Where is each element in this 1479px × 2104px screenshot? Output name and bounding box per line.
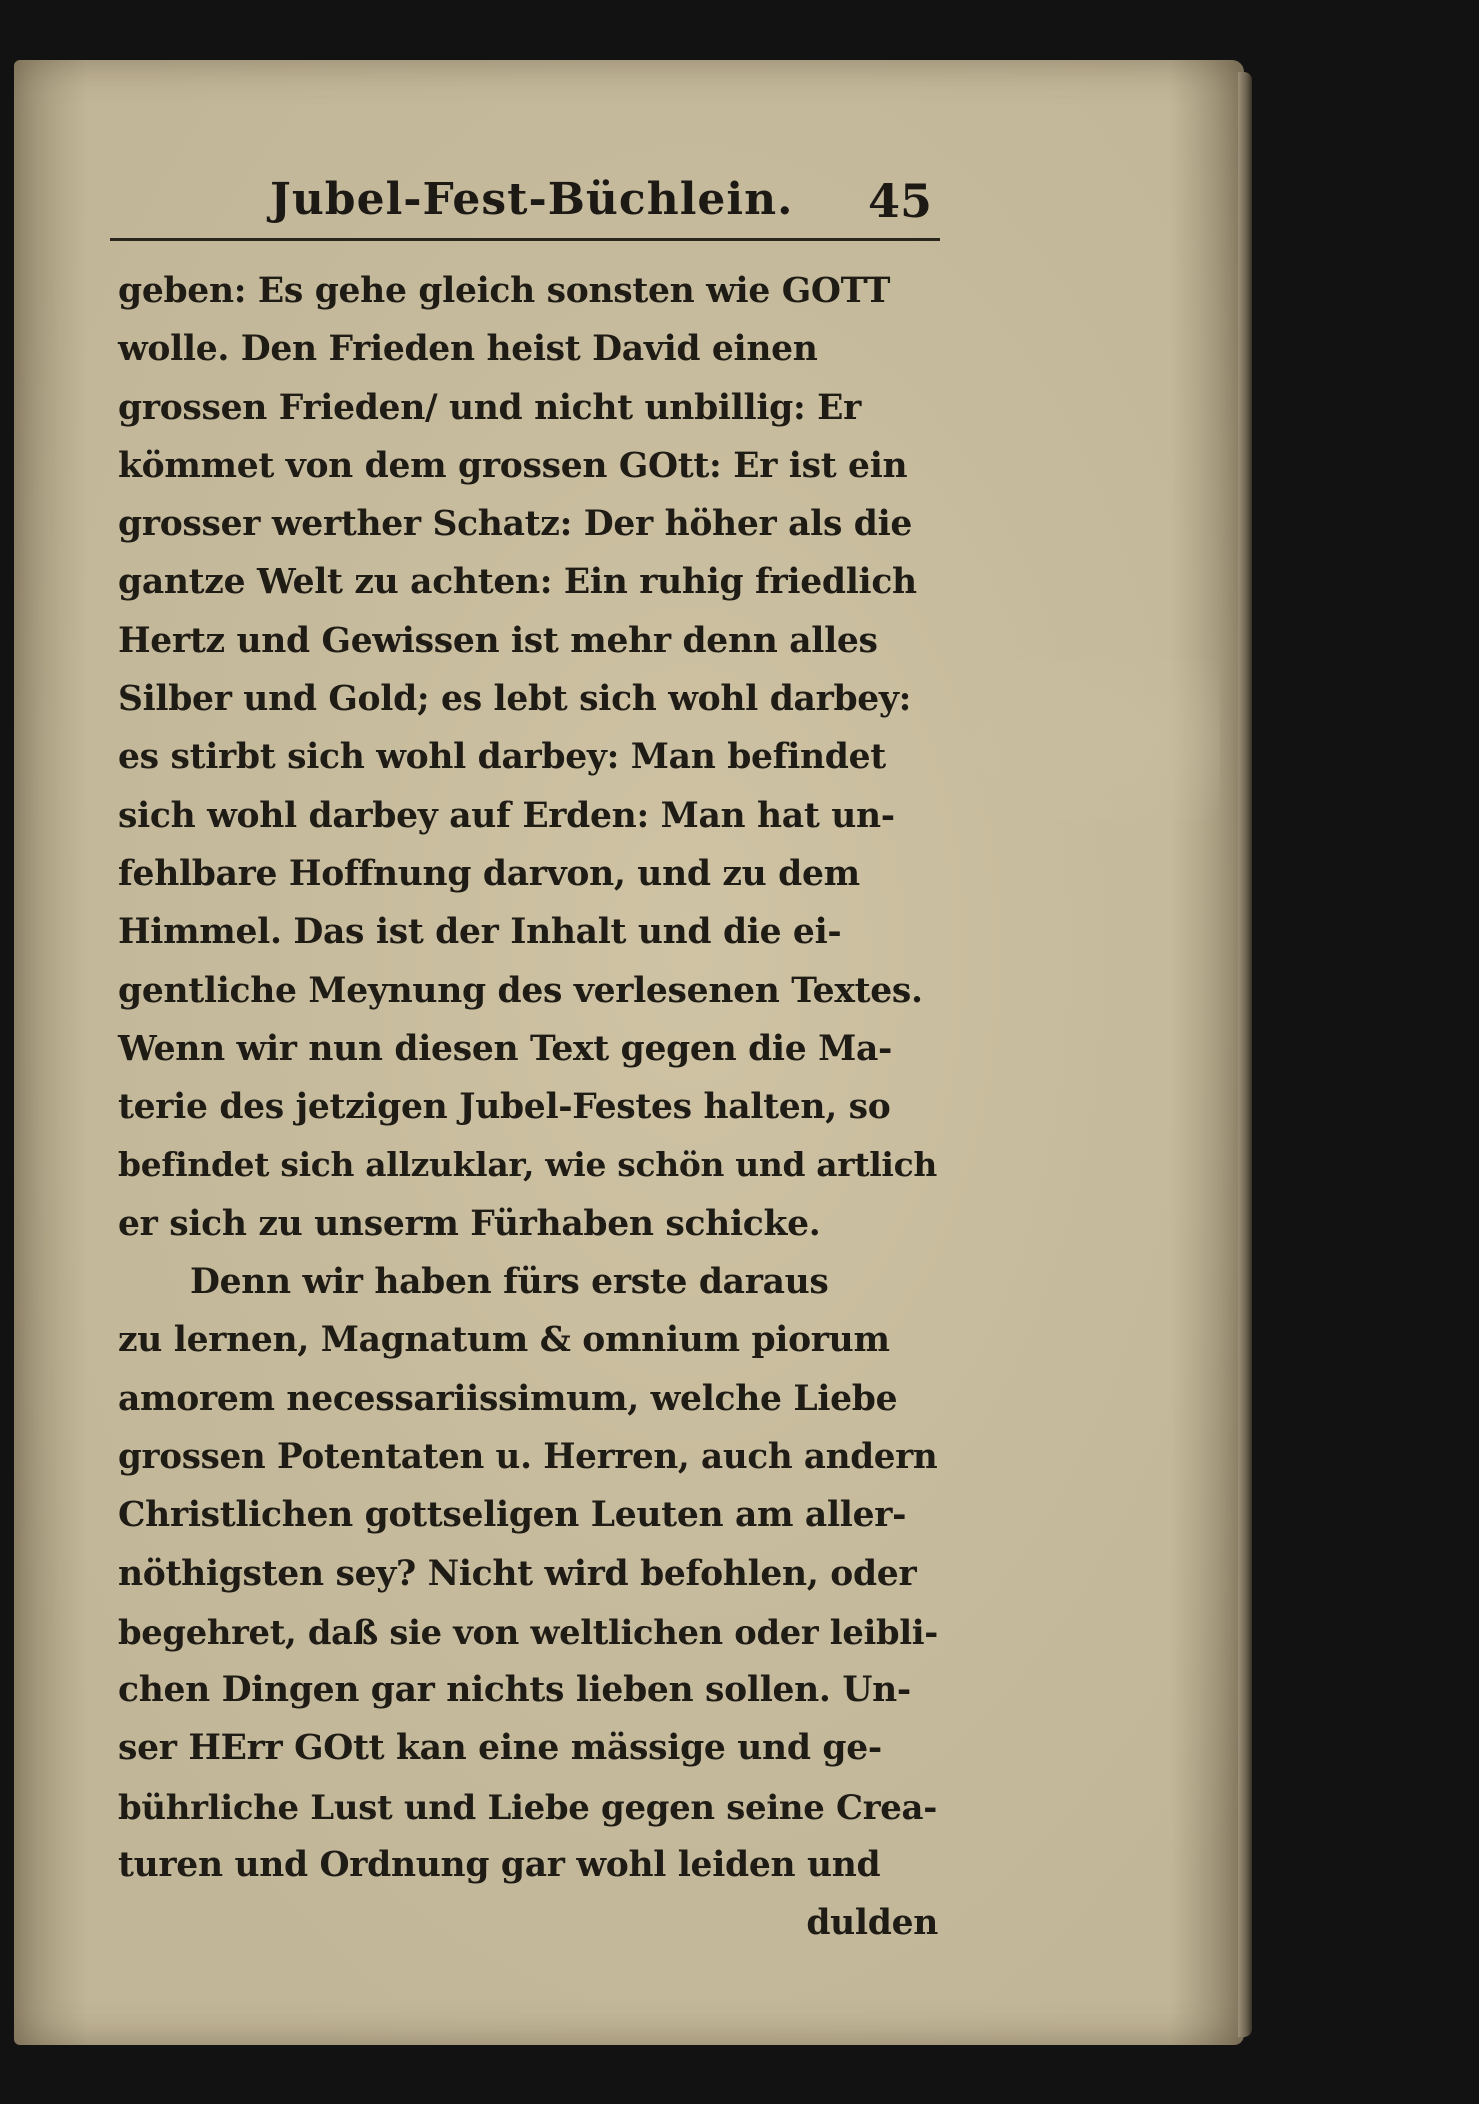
- text-line: begehret, daß sie von weltlichen oder leibli-: [118, 1611, 938, 1652]
- text-line: ser HErr GOtt kan eine mässige und ge-: [118, 1728, 882, 1769]
- header-rule: [110, 238, 940, 241]
- text-line: amorem necessariissimum, welche Liebe: [118, 1378, 898, 1419]
- text-line: Wenn wir nun diesen Text gegen die Ma-: [118, 1028, 893, 1069]
- text-line: sich wohl darbey auf Erden: Man hat un-: [118, 795, 895, 836]
- text-line: kömmet von dem grossen GOtt: Er ist ein: [118, 445, 908, 486]
- text-line: grossen Frieden/ und nicht unbillig: Er: [118, 387, 861, 428]
- text-line: zu lernen, Magnatum & omnium piorum: [118, 1320, 890, 1361]
- text-line: chen Dingen gar nichts lieben sollen. Un-: [118, 1670, 911, 1711]
- text-line: es stirbt sich wohl darbey: Man befindet: [118, 737, 886, 778]
- catchword: dulden: [806, 1903, 938, 1944]
- text-line: er sich zu unserm Fürhaben schicke.: [118, 1203, 821, 1244]
- text-line: Himmel. Das ist der Inhalt und die ei-: [118, 912, 842, 953]
- text-line: gantze Welt zu achten: Ein ruhig friedlich: [118, 562, 917, 603]
- text-line: Hertz und Gewissen ist mehr denn alles: [118, 620, 878, 661]
- body-text: [118, 262, 938, 1953]
- page-edge: [1238, 72, 1252, 2037]
- text-line: Silber und Gold; es lebt sich wohl darbey:: [118, 679, 912, 720]
- text-line: wolle. Den Frieden heist David einen: [118, 329, 818, 370]
- page-header: [110, 170, 940, 242]
- paper-stain: [960, 660, 1220, 820]
- text-line: grosser werther Schatz: Der höher als die: [118, 504, 913, 545]
- text-line: nöthigsten sey? Nicht wird befohlen, oder: [118, 1553, 917, 1594]
- text-line: bührliche Lust und Liebe gegen seine Crea-: [118, 1786, 937, 1827]
- text-line: fehlbare Hoffnung darvon, und zu dem: [118, 853, 860, 894]
- paragraph-start-line: Denn wir haben fürs erste daraus: [190, 1262, 829, 1303]
- text-line: geben: Es gehe gleich sonsten wie GOTT: [118, 271, 891, 311]
- text-line: grossen Potentaten u. Herren, auch andern: [118, 1436, 938, 1477]
- text-line: gentliche Meynung des verlesenen Textes.: [118, 970, 923, 1011]
- running-head: Jubel-Fest-Büchlein.: [270, 174, 794, 225]
- text-line: Christlichen gottseligen Leuten am aller-: [118, 1495, 907, 1536]
- page-number: 45: [867, 174, 932, 228]
- text-line: turen und Ordnung gar wohl leiden und: [118, 1845, 881, 1886]
- text-line: befindet sich allzuklar, wie schön und artlich: [118, 1145, 937, 1185]
- text-line: terie des jetzigen Jubel-Festes halten, so: [118, 1087, 891, 1128]
